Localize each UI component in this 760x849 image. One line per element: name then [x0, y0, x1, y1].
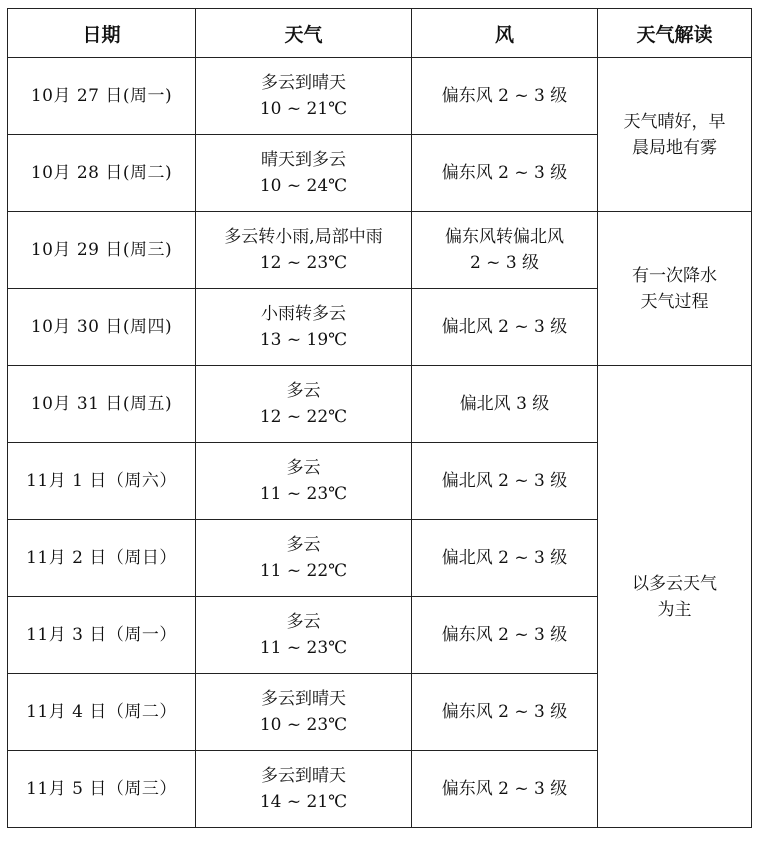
interpretation-line: 天气晴好，早 — [623, 111, 726, 132]
wind-text: 偏东风 2 ~ 3 级 — [441, 625, 568, 645]
weather-forecast-table — [7, 8, 752, 828]
table-row — [8, 366, 752, 443]
weather-cell — [196, 520, 412, 597]
weather-cell — [196, 289, 412, 366]
weather-text: 小雨转多云 — [261, 304, 346, 324]
weather-cell — [196, 443, 412, 520]
temperature-range: 13 ~ 19℃ — [259, 330, 348, 350]
date-cell: 11月 3 日（周一） — [8, 597, 196, 674]
table-row — [8, 212, 752, 289]
weather-text: 多云转小雨,局部中雨 — [224, 227, 383, 247]
wind-text: 偏北风 3 级 — [459, 394, 550, 414]
date-cell: 11月 5 日（周三） — [8, 751, 196, 828]
header-row — [8, 9, 752, 58]
weather-cell — [196, 597, 412, 674]
date-cell: 10月 29 日(周三) — [8, 212, 196, 289]
interpretation-cell — [598, 212, 752, 366]
wind-cell — [412, 520, 598, 597]
wind-cell — [412, 751, 598, 828]
weather-cell — [196, 212, 412, 289]
table-row — [8, 58, 752, 135]
wind-cell — [412, 58, 598, 135]
wind-cell — [412, 135, 598, 212]
wind-cell — [412, 597, 598, 674]
temperature-range: 11 ~ 23℃ — [259, 638, 348, 658]
wind-text: 2 ~ 3 级 — [469, 253, 540, 273]
weather-cell — [196, 674, 412, 751]
interpretation-line: 以多云天气 — [632, 573, 717, 594]
temperature-range: 14 ~ 21℃ — [259, 792, 348, 812]
weather-cell — [196, 58, 412, 135]
weather-text: 多云 — [286, 612, 321, 632]
weather-text: 多云 — [286, 535, 321, 555]
wind-cell — [412, 443, 598, 520]
interpretation-line: 天气过程 — [640, 291, 709, 312]
date-cell: 10月 31 日(周五) — [8, 366, 196, 443]
wind-cell — [412, 289, 598, 366]
wind-text: 偏北风 2 ~ 3 级 — [441, 548, 568, 568]
wind-text: 偏东风 2 ~ 3 级 — [441, 779, 568, 799]
temperature-range: 11 ~ 22℃ — [259, 561, 348, 581]
weather-text: 多云 — [286, 458, 321, 478]
interpretation-line: 有一次降水 — [632, 265, 717, 286]
wind-text: 偏东风 2 ~ 3 级 — [441, 86, 568, 106]
weather-text: 多云到晴天 — [261, 73, 346, 93]
header-interpretation: 天气解读 — [598, 9, 752, 58]
interpretation-cell — [598, 366, 752, 828]
weather-text: 晴天到多云 — [261, 150, 346, 170]
header-weather: 天气 — [196, 9, 412, 58]
date-cell: 11月 4 日（周二） — [8, 674, 196, 751]
wind-text: 偏东风 2 ~ 3 级 — [441, 163, 568, 183]
wind-cell — [412, 674, 598, 751]
interpretation-line: 为主 — [657, 599, 692, 620]
weather-text: 多云 — [286, 381, 321, 401]
temperature-range: 12 ~ 23℃ — [259, 253, 348, 273]
temperature-range: 10 ~ 23℃ — [259, 715, 348, 735]
weather-cell — [196, 751, 412, 828]
wind-text: 偏东风 2 ~ 3 级 — [441, 702, 568, 722]
weather-cell — [196, 135, 412, 212]
interpretation-cell — [598, 58, 752, 212]
wind-text: 偏北风 2 ~ 3 级 — [441, 471, 568, 491]
weather-text: 多云到晴天 — [261, 689, 346, 709]
date-cell: 11月 1 日（周六） — [8, 443, 196, 520]
interpretation-line: 晨局地有雾 — [632, 137, 717, 158]
temperature-range: 12 ~ 22℃ — [259, 407, 348, 427]
date-cell: 10月 30 日(周四) — [8, 289, 196, 366]
date-cell: 10月 28 日(周二) — [8, 135, 196, 212]
temperature-range: 10 ~ 21℃ — [259, 99, 348, 119]
header-date: 日期 — [8, 9, 196, 58]
date-cell: 11月 2 日（周日） — [8, 520, 196, 597]
weather-cell — [196, 366, 412, 443]
wind-text: 偏北风 2 ~ 3 级 — [441, 317, 568, 337]
wind-cell — [412, 366, 598, 443]
date-cell: 10月 27 日(周一) — [8, 58, 196, 135]
temperature-range: 10 ~ 24℃ — [259, 176, 348, 196]
weather-text: 多云到晴天 — [261, 766, 346, 786]
wind-text: 偏东风转偏北风 — [445, 227, 564, 247]
temperature-range: 11 ~ 23℃ — [259, 484, 348, 504]
wind-cell — [412, 212, 598, 289]
header-wind: 风 — [412, 9, 598, 58]
